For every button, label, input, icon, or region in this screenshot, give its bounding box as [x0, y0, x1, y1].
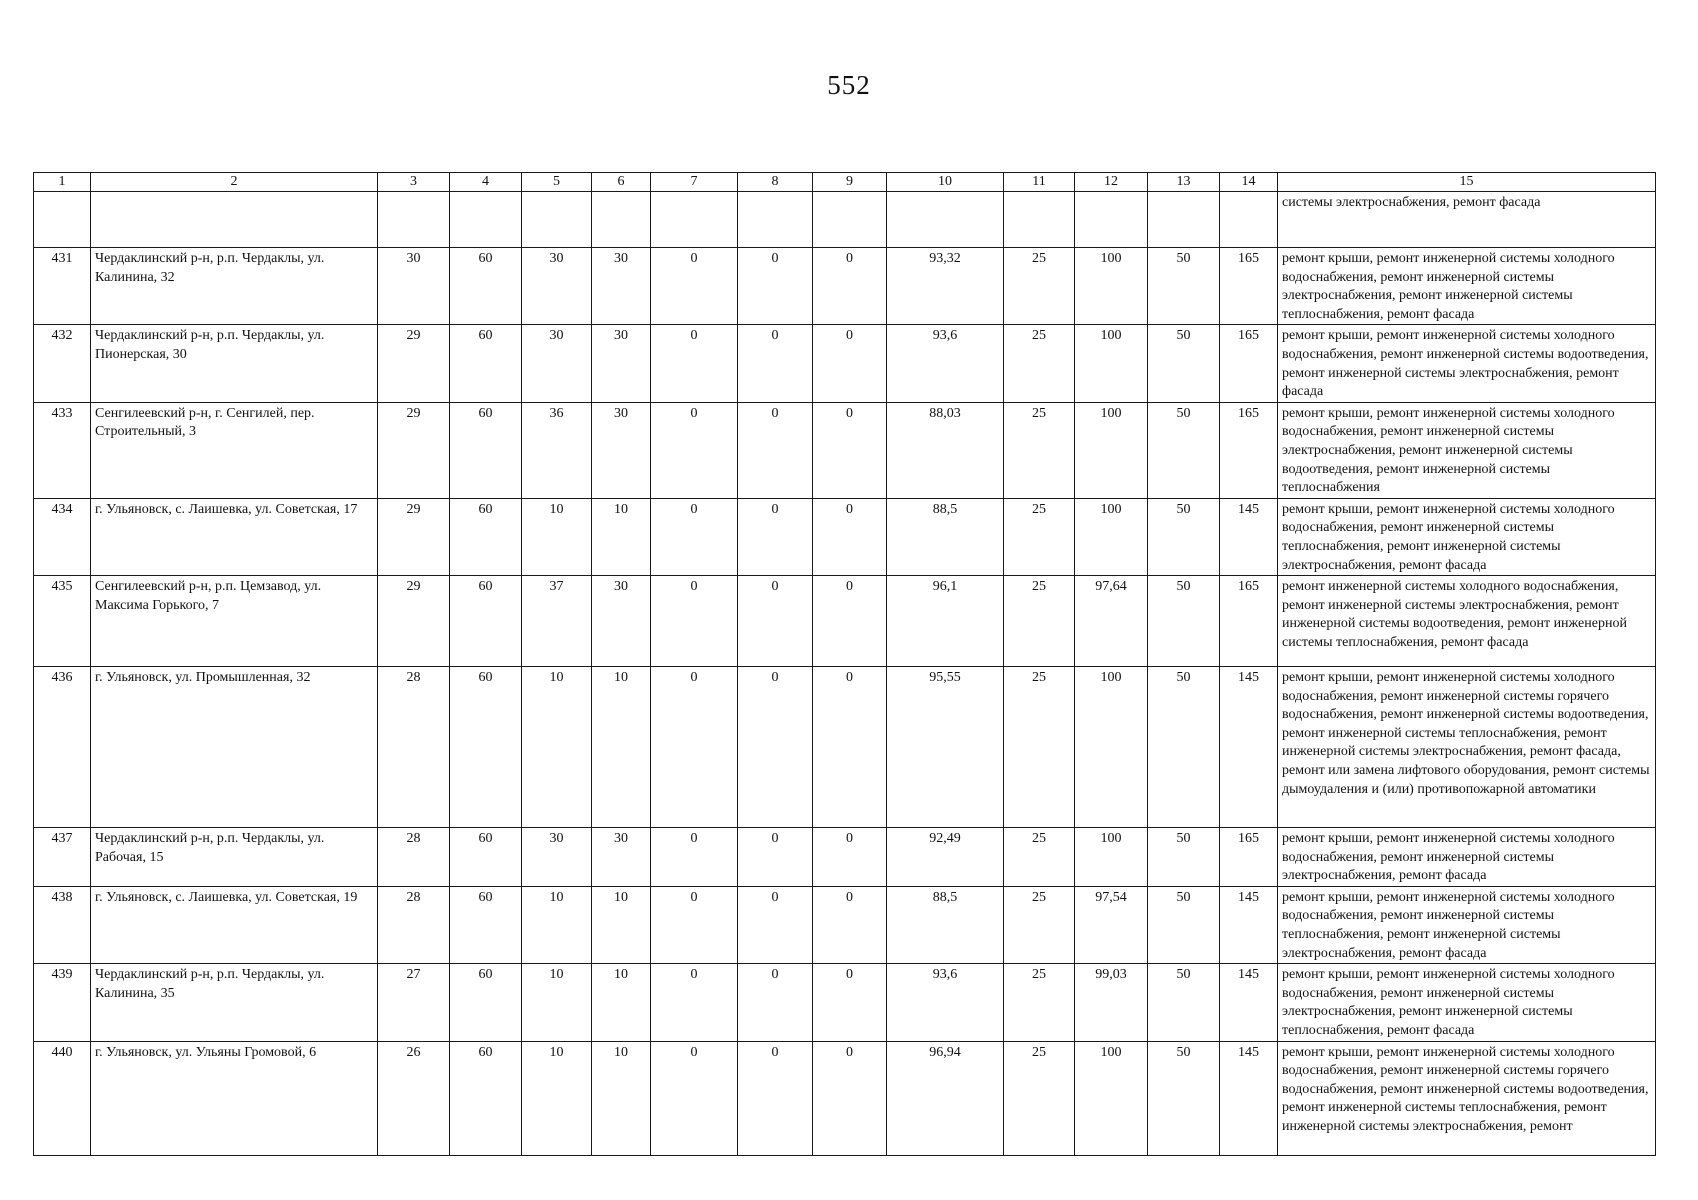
cell-col-6: 10: [592, 498, 651, 575]
cell-col-12: 100: [1075, 828, 1148, 887]
table-row: [34, 192, 1656, 248]
row-number-cell: 431: [34, 248, 91, 325]
repair-works-cell: ремонт крыши, ремонт инженерной системы холодного водоснабжения, ремонт инженерной системы теплоснабжения, ремонт инженерной системы электроснабжения, ремонт фасада: [1278, 498, 1656, 575]
cell-col-11: 25: [1004, 325, 1075, 402]
cell-col-7: [651, 192, 738, 248]
cell-col-14: 165: [1220, 325, 1278, 402]
repair-works-cell: ремонт крыши, ремонт инженерной системы холодного водоснабжения, ремонт инженерной системы электроснабжения, ремонт инженерной системы теплоснабжения, ремонт фасада: [1278, 964, 1656, 1041]
row-number-cell: 439: [34, 964, 91, 1041]
cell-col-9: 0: [813, 576, 887, 667]
cell-col-13: 50: [1148, 886, 1220, 963]
repair-works-cell: ремонт крыши, ремонт инженерной системы холодного водоснабжения, ремонт инженерной системы электроснабжения, ремонт инженерной системы теплоснабжения, ремонт фасада: [1278, 248, 1656, 325]
column-number: 9: [813, 173, 887, 192]
address-cell: г. Ульяновск, ул. Ульяны Громовой, 6: [91, 1041, 378, 1155]
row-number-cell: [34, 192, 91, 248]
cell-col-4: 60: [450, 828, 522, 887]
cell-col-8: 0: [738, 667, 813, 828]
cell-col-8: 0: [738, 325, 813, 402]
cell-col-14: 145: [1220, 498, 1278, 575]
cell-col-5: 10: [522, 964, 592, 1041]
cell-col-9: 0: [813, 964, 887, 1041]
cell-col-11: 25: [1004, 667, 1075, 828]
table-row: [34, 1041, 1656, 1155]
cell-col-7: 0: [651, 498, 738, 575]
repair-works-cell: ремонт крыши, ремонт инженерной системы холодного водоснабжения, ремонт инженерной системы электроснабжения, ремонт фасада: [1278, 828, 1656, 887]
column-number: 12: [1075, 173, 1148, 192]
cell-col-5: 37: [522, 576, 592, 667]
cell-col-6: 10: [592, 1041, 651, 1155]
cell-col-5: 30: [522, 828, 592, 887]
table-row: [34, 886, 1656, 963]
column-number: 15: [1278, 173, 1656, 192]
cell-col-8: 0: [738, 964, 813, 1041]
cell-col-11: 25: [1004, 248, 1075, 325]
cell-col-9: 0: [813, 498, 887, 575]
cell-col-3: 29: [378, 325, 450, 402]
column-number: 10: [887, 173, 1004, 192]
address-cell: Сенгилеевский р-н, р.п. Цемзавод, ул. Максима Горького, 7: [91, 576, 378, 667]
cell-col-8: 0: [738, 248, 813, 325]
cell-col-9: 0: [813, 667, 887, 828]
cell-col-7: 0: [651, 1041, 738, 1155]
cell-col-5: 10: [522, 886, 592, 963]
cell-col-10: [887, 192, 1004, 248]
address-cell: [91, 192, 378, 248]
address-cell: Сенгилеевский р-н, г. Сенгилей, пер. Строительный, 3: [91, 402, 378, 498]
column-number: 1: [34, 173, 91, 192]
column-number: 6: [592, 173, 651, 192]
cell-col-8: 0: [738, 576, 813, 667]
cell-col-8: [738, 192, 813, 248]
registry-table-body: [34, 173, 1656, 1156]
cell-col-12: 97,54: [1075, 886, 1148, 963]
repair-works-cell: ремонт крыши, ремонт инженерной системы холодного водоснабжения, ремонт инженерной системы теплоснабжения, ремонт инженерной системы электроснабжения, ремонт фасада: [1278, 886, 1656, 963]
column-number: 3: [378, 173, 450, 192]
cell-col-9: 0: [813, 828, 887, 887]
cell-col-12: 97,64: [1075, 576, 1148, 667]
cell-col-5: 36: [522, 402, 592, 498]
column-number: 2: [91, 173, 378, 192]
address-cell: г. Ульяновск, ул. Промышленная, 32: [91, 667, 378, 828]
cell-col-11: 25: [1004, 498, 1075, 575]
page-number: 552: [827, 70, 871, 100]
row-number-cell: 432: [34, 325, 91, 402]
cell-col-11: 25: [1004, 402, 1075, 498]
cell-col-7: 0: [651, 828, 738, 887]
cell-col-3: 28: [378, 667, 450, 828]
cell-col-6: 30: [592, 402, 651, 498]
cell-col-10: 96,1: [887, 576, 1004, 667]
cell-col-3: 29: [378, 402, 450, 498]
row-number-cell: 436: [34, 667, 91, 828]
repair-works-cell: ремонт крыши, ремонт инженерной системы холодного водоснабжения, ремонт инженерной системы горячего водоснабжения, ремонт инженерной системы водоотведения, ремонт инженерной системы теплоснабжения, ремонт инженерной системы электроснабжения, ремонт фасада, ремонт или замена лифтового оборудования, ремонт системы дымоудаления и (или) противопожарной автоматики: [1278, 667, 1656, 828]
cell-col-4: 60: [450, 498, 522, 575]
row-number-cell: 437: [34, 828, 91, 887]
cell-col-5: 30: [522, 248, 592, 325]
address-cell: Чердаклинский р-н, р.п. Чердаклы, ул. Рабочая, 15: [91, 828, 378, 887]
repair-works-cell: ремонт крыши, ремонт инженерной системы холодного водоснабжения, ремонт инженерной системы горячего водоснабжения, ремонт инженерной системы водоотведения, ремонт инженерной системы теплоснабжения, ремонт инженерной системы электроснабжения, ремонт: [1278, 1041, 1656, 1155]
cell-col-14: 145: [1220, 667, 1278, 828]
table-row: [34, 667, 1656, 828]
cell-col-3: 30: [378, 248, 450, 325]
cell-col-13: 50: [1148, 498, 1220, 575]
cell-col-12: 100: [1075, 325, 1148, 402]
cell-col-11: 25: [1004, 828, 1075, 887]
cell-col-11: 25: [1004, 1041, 1075, 1155]
cell-col-13: 50: [1148, 964, 1220, 1041]
cell-col-7: 0: [651, 325, 738, 402]
table-row: [34, 325, 1656, 402]
cell-col-7: 0: [651, 402, 738, 498]
cell-col-13: 50: [1148, 248, 1220, 325]
cell-col-12: 100: [1075, 498, 1148, 575]
cell-col-12: 100: [1075, 667, 1148, 828]
cell-col-6: [592, 192, 651, 248]
cell-col-3: 28: [378, 828, 450, 887]
address-cell: г. Ульяновск, с. Лаишевка, ул. Советская, 19: [91, 886, 378, 963]
column-number: 14: [1220, 173, 1278, 192]
cell-col-8: 0: [738, 1041, 813, 1155]
cell-col-10: 95,55: [887, 667, 1004, 828]
address-cell: Чердаклинский р-н, р.п. Чердаклы, ул. Калинина, 32: [91, 248, 378, 325]
cell-col-14: 145: [1220, 964, 1278, 1041]
cell-col-11: 25: [1004, 964, 1075, 1041]
cell-col-7: 0: [651, 886, 738, 963]
cell-col-5: 30: [522, 325, 592, 402]
cell-col-6: 10: [592, 667, 651, 828]
cell-col-6: 10: [592, 886, 651, 963]
row-number-cell: 433: [34, 402, 91, 498]
cell-col-10: 93,6: [887, 964, 1004, 1041]
cell-col-14: 165: [1220, 828, 1278, 887]
column-number: 7: [651, 173, 738, 192]
address-cell: Чердаклинский р-н, р.п. Чердаклы, ул. Калинина, 35: [91, 964, 378, 1041]
cell-col-5: 10: [522, 1041, 592, 1155]
cell-col-14: 165: [1220, 576, 1278, 667]
cell-col-12: 100: [1075, 402, 1148, 498]
cell-col-4: [450, 192, 522, 248]
cell-col-11: 25: [1004, 576, 1075, 667]
table-row: [34, 828, 1656, 887]
cell-col-4: 60: [450, 886, 522, 963]
table-row: [34, 964, 1656, 1041]
registry-table-wrapper: [33, 172, 1655, 1156]
cell-col-4: 60: [450, 576, 522, 667]
cell-col-14: [1220, 192, 1278, 248]
cell-col-8: 0: [738, 886, 813, 963]
cell-col-12: 100: [1075, 1041, 1148, 1155]
cell-col-4: 60: [450, 402, 522, 498]
cell-col-13: 50: [1148, 325, 1220, 402]
row-number-cell: 435: [34, 576, 91, 667]
cell-col-11: 25: [1004, 886, 1075, 963]
cell-col-10: 88,5: [887, 498, 1004, 575]
cell-col-12: 99,03: [1075, 964, 1148, 1041]
cell-col-6: 30: [592, 828, 651, 887]
cell-col-7: 0: [651, 667, 738, 828]
cell-col-6: 30: [592, 576, 651, 667]
cell-col-4: 60: [450, 1041, 522, 1155]
table-row: [34, 402, 1656, 498]
cell-col-10: 92,49: [887, 828, 1004, 887]
table-row: [34, 498, 1656, 575]
cell-col-13: 50: [1148, 828, 1220, 887]
cell-col-4: 60: [450, 667, 522, 828]
row-number-cell: 440: [34, 1041, 91, 1155]
repair-works-cell: системы электроснабжения, ремонт фасада: [1278, 192, 1656, 248]
cell-col-10: 93,6: [887, 325, 1004, 402]
cell-col-8: 0: [738, 498, 813, 575]
cell-col-12: [1075, 192, 1148, 248]
cell-col-8: 0: [738, 402, 813, 498]
address-cell: Чердаклинский р-н, р.п. Чердаклы, ул. Пионерская, 30: [91, 325, 378, 402]
cell-col-3: [378, 192, 450, 248]
cell-col-5: [522, 192, 592, 248]
cell-col-3: 28: [378, 886, 450, 963]
cell-col-9: 0: [813, 886, 887, 963]
repair-works-cell: ремонт крыши, ремонт инженерной системы холодного водоснабжения, ремонт инженерной системы электроснабжения, ремонт инженерной системы водоотведения, ремонт инженерной системы теплоснабжения: [1278, 402, 1656, 498]
cell-col-3: 29: [378, 498, 450, 575]
cell-col-4: 60: [450, 248, 522, 325]
cell-col-9: 0: [813, 402, 887, 498]
cell-col-11: [1004, 192, 1075, 248]
cell-col-10: 96,94: [887, 1041, 1004, 1155]
column-number: 13: [1148, 173, 1220, 192]
cell-col-10: 93,32: [887, 248, 1004, 325]
column-number: 5: [522, 173, 592, 192]
cell-col-7: 0: [651, 964, 738, 1041]
cell-col-5: 10: [522, 498, 592, 575]
cell-col-3: 26: [378, 1041, 450, 1155]
address-cell: г. Ульяновск, с. Лаишевка, ул. Советская, 17: [91, 498, 378, 575]
column-number: 11: [1004, 173, 1075, 192]
cell-col-4: 60: [450, 964, 522, 1041]
cell-col-13: 50: [1148, 402, 1220, 498]
repair-works-cell: ремонт инженерной системы холодного водоснабжения, ремонт инженерной системы электроснабжения, ремонт инженерной системы водоотведения, ремонт инженерной системы теплоснабжения, ремонт фасада: [1278, 576, 1656, 667]
cell-col-8: 0: [738, 828, 813, 887]
table-row: [34, 248, 1656, 325]
row-number-cell: 434: [34, 498, 91, 575]
cell-col-13: 50: [1148, 576, 1220, 667]
repair-works-cell: ремонт крыши, ремонт инженерной системы холодного водоснабжения, ремонт инженерной системы водоотведения, ремонт инженерной системы электроснабжения, ремонт фасада: [1278, 325, 1656, 402]
cell-col-9: 0: [813, 325, 887, 402]
cell-col-10: 88,5: [887, 886, 1004, 963]
cell-col-3: 29: [378, 576, 450, 667]
row-number-cell: 438: [34, 886, 91, 963]
table-row: [34, 576, 1656, 667]
cell-col-9: [813, 192, 887, 248]
registry-table: [33, 172, 1656, 1156]
cell-col-14: 145: [1220, 1041, 1278, 1155]
cell-col-6: 30: [592, 325, 651, 402]
cell-col-5: 10: [522, 667, 592, 828]
cell-col-14: 165: [1220, 402, 1278, 498]
cell-col-9: 0: [813, 248, 887, 325]
cell-col-12: 100: [1075, 248, 1148, 325]
cell-col-6: 30: [592, 248, 651, 325]
cell-col-6: 10: [592, 964, 651, 1041]
column-number: 8: [738, 173, 813, 192]
cell-col-3: 27: [378, 964, 450, 1041]
cell-col-14: 145: [1220, 886, 1278, 963]
cell-col-13: 50: [1148, 1041, 1220, 1155]
cell-col-13: [1148, 192, 1220, 248]
cell-col-7: 0: [651, 576, 738, 667]
cell-col-13: 50: [1148, 667, 1220, 828]
cell-col-10: 88,03: [887, 402, 1004, 498]
column-number-row: [34, 173, 1656, 192]
cell-col-7: 0: [651, 248, 738, 325]
cell-col-9: 0: [813, 1041, 887, 1155]
column-number: 4: [450, 173, 522, 192]
cell-col-14: 165: [1220, 248, 1278, 325]
cell-col-4: 60: [450, 325, 522, 402]
